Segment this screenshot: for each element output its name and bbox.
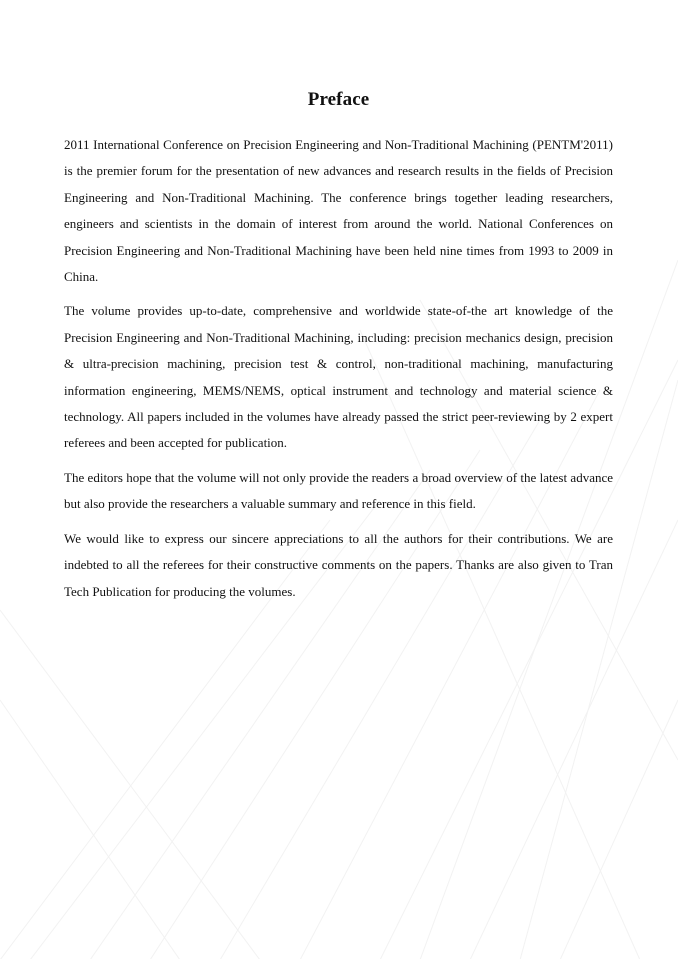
preface-page: [64, 86, 613, 613]
paragraph-editors-hope: The editors hope that the volume will not only provide the readers a broad overview of the latest advance but also provide the researchers a valuable summary and reference in this field.: [64, 469, 613, 512]
page-title: Preface: [307, 89, 370, 110]
paragraph-acknowledgements: We would like to express our sincere appreciations to all the authors for their contributions. We are indebted to all the referees for their constructive comments on the papers. Thanks are also given to Tran Tech Publication for producing the volumes.: [64, 530, 613, 599]
paragraph-volume-content: The volume provides up-to-date, comprehensive and worldwide state-of-the art knowledge of the Precision Engineering and Non-Traditional Machining, including: precision mechanics design, precision & ultra-precision machining, precision test & control, non-traditional machining, manufacturing information engineering, MEMS/NEMS, optical instrument and technology and material science & technology. All papers included in the volumes have already passed the strict peer-reviewing by 2 expert referees and been accepted for publication.: [64, 303, 613, 451]
paragraph-conference-intro: 2011 International Conference on Precision Engineering and Non-Traditional Machining (PENTM'2011) is the premier forum for the presentation of new advances and research results in the fields of Precision Engineering and Non-Traditional Machining. The conference brings together leading researchers, engineers and scientists in the domain of interest from around the world. National Conferences on Precision Engineering and Non-Traditional Machining have been held nine times from 1993 to 2009 in China.: [64, 137, 613, 285]
